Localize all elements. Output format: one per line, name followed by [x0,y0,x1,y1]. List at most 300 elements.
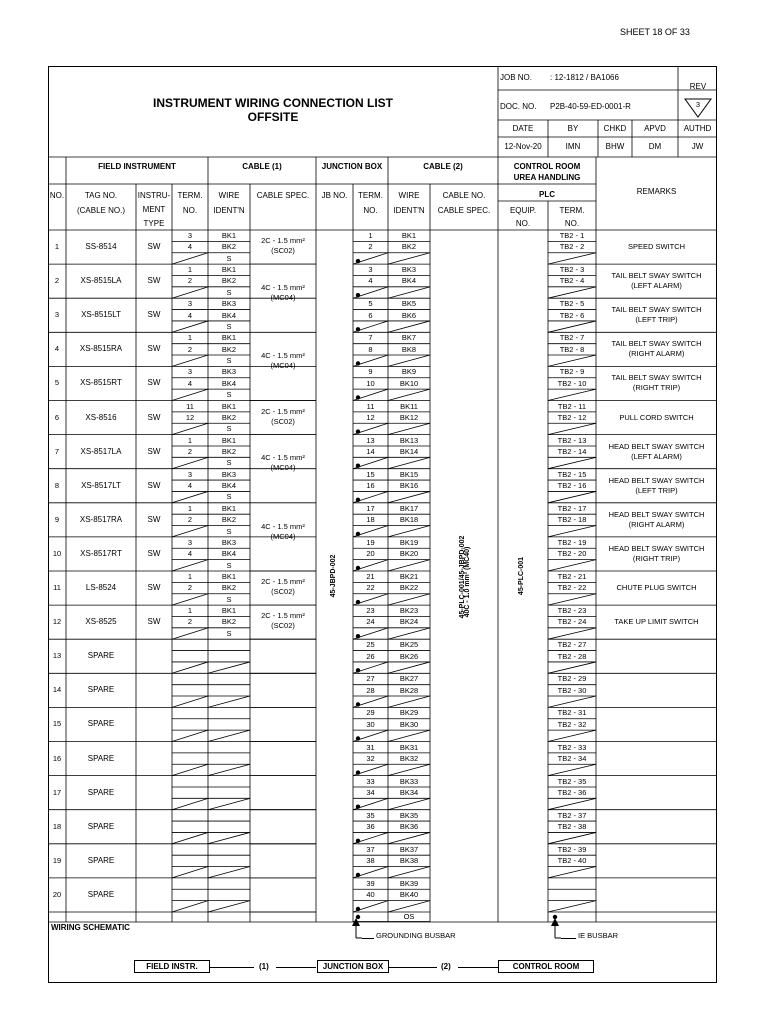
row-tag: SS-8514 [85,242,117,252]
cable-wire: BK13 [399,435,419,445]
jb-number-vertical: 45-JBPD-002 [330,554,337,598]
cable-wire: BK26 [399,651,419,661]
field-wire: BK1 [221,503,237,513]
diag [172,594,208,605]
screen-label: S [226,253,232,263]
cable-wire: BK3 [401,265,417,275]
col-tag-1: TAG NO. [84,191,118,200]
field-term: 2 [187,515,193,525]
row-type: SW [147,446,161,456]
authd-value: JW [691,142,704,151]
col-cable-wire-1: WIRE [398,191,420,200]
cable-wire: BK10 [399,378,419,388]
plc-term: TB2 - 29 [557,674,587,684]
diag [208,832,250,843]
plc-term: TB2 - 8 [559,344,585,354]
cable-spec: (MC04) [270,463,296,473]
diag [548,832,596,843]
wire-2b [458,967,498,968]
date-value: 12-Nov-20 [504,142,542,151]
field-term: 12 [185,412,195,422]
row-tag: SPARE [87,753,115,763]
screen-label: S [226,356,232,366]
diag [548,696,596,707]
field-wire: BK3 [221,469,237,479]
row-tag: XS-8517RT [80,548,122,558]
diag [388,832,430,843]
cable-spec: (SC02) [271,621,295,631]
schematic-title: WIRING SCHEMATIC [51,923,130,932]
diag [208,730,250,741]
terminal-dot-icon [356,395,360,399]
row-remark: CHUTE PLUG SWITCH [616,583,697,593]
plc-term: TB2 - 24 [557,617,587,627]
col-cable2: CABLE (2) [423,162,463,171]
row-tag: XS-8517LA [80,446,122,456]
cable-1-marker: (1) [259,962,269,971]
col-plc-term-1: TERM. [559,206,585,215]
field-wire: BK2 [221,446,237,456]
cable-spec: 2C - 1.5 mm² [261,577,305,586]
screen-label: S [226,321,232,331]
diag [208,764,250,775]
plc-term: TB2 - 5 [559,299,585,309]
diag [172,287,208,298]
row-remark: TAIL BELT SWAY SWITCH (RIGHT TRIP) [611,373,702,393]
terminal-dot-icon [356,327,360,331]
row-tag: SPARE [87,651,115,661]
row-number: 10 [52,548,62,558]
cable-wire: BK28 [399,685,419,695]
terminal-dot-icon [356,259,360,263]
jb-term: 28 [366,685,375,695]
plc-term: TB2 - 39 [557,844,587,854]
diag [548,321,596,332]
diag [388,901,430,912]
jb-term: 29 [366,708,375,718]
cable-wire: BK36 [399,822,419,832]
plc-term: TB2 - 38 [557,822,587,832]
row-type: SW [147,378,161,388]
diag [172,457,208,468]
plc-term: TB2 - 9 [559,367,585,377]
field-term: 3 [187,537,193,547]
row-number: 15 [52,719,62,729]
cable-wire: BK25 [399,640,419,650]
diag [548,730,596,741]
cable-2-marker: (2) [441,962,451,971]
diag [548,287,596,298]
screen-label: S [226,390,232,400]
screen-label: S [226,424,232,434]
row-remark: TAIL BELT SWAY SWITCH (LEFT TRIP) [611,305,702,325]
terminal-dot-icon [356,429,360,433]
rev-value: 3 [695,100,701,109]
jb-term: 24 [366,617,375,627]
field-wire: BK2 [221,617,237,627]
plc-term: TB2 - 35 [557,776,587,786]
cable-wire: BK8 [401,344,417,354]
row-type: SW [147,583,161,593]
row-remark: TAIL BELT SWAY SWITCH (RIGHT ALARM) [611,339,702,359]
diag [172,628,208,639]
row-tag: XS-8517RA [79,514,123,524]
row-number: 13 [52,651,62,661]
field-wire: BK4 [221,378,237,388]
jb-term: 39 [366,878,375,888]
diag [388,321,430,332]
plc-term: TB2 - 10 [557,378,587,388]
cable-spec: 4C - 1.5 mm² [261,351,305,361]
diag [172,321,208,332]
plc-term: TB2 - 3 [559,265,585,275]
plc-term: TB2 - 16 [557,481,587,491]
plc-equip-vertical: 45-PLC-001 [518,556,525,596]
cable-wire: BK17 [399,503,419,513]
col-no: NO. [49,191,65,200]
grounding-busbar-label: GROUNDING BUSBAR [376,931,456,940]
field-term: 2 [187,276,193,286]
jb-term: 9 [368,367,373,377]
terminal-dot-icon [356,839,360,843]
field-term: 2 [187,344,193,354]
jb-term: 34 [366,787,375,797]
col-remarks: REMARKS [636,187,677,196]
field-instr-box: FIELD INSTR. [134,960,210,973]
ie-arrow-icon [549,918,561,944]
field-term: 2 [187,446,193,456]
diag [548,355,596,366]
cable-spec: 4C - 1.5 mm² [261,521,305,531]
cable-wire: BK39 [399,878,419,888]
jb-term: 10 [366,378,375,388]
cable-wire: BK22 [399,583,419,593]
terminal-dot-icon [356,293,360,297]
cable-spec: (SC02) [271,246,295,255]
row-number: 6 [54,412,60,422]
diag [388,594,430,605]
diag [172,696,208,707]
row-tag: LS-8524 [85,583,117,593]
cable-wire: BK27 [399,674,419,684]
row-remark: SPEED SWITCH [627,242,686,252]
cable-wire: BK32 [399,753,419,763]
sheet-number: SHEET 18 OF 33 [620,27,690,37]
col-instr-3: TYPE [143,219,165,228]
row-remark: HEAD BELT SWAY SWITCH (LEFT TRIP) [608,475,705,495]
col-equip-1: EQUIP. [509,206,537,215]
ie-wire [561,938,576,939]
screen-label: S [226,458,232,468]
col-control-room: CONTROL ROOM [513,162,581,171]
plc-term: TB2 - 6 [559,310,585,320]
jb-term: 3 [368,265,373,275]
col-jb-term-2: NO. [363,206,378,215]
col-cable-spec-2: CABLE SPEC. [437,206,491,215]
diag [172,662,208,673]
jb-term: 33 [366,776,375,786]
field-term: 4 [187,310,193,320]
row-type: SW [147,480,161,490]
cable-wire: BK24 [399,617,419,627]
title-line-2: OFFSITE [247,110,299,124]
cable-spec: (MC04) [270,292,296,302]
diag [388,798,430,809]
cable-wire: BK16 [399,481,419,491]
diag [388,730,430,741]
jb-term: 30 [366,719,375,729]
row-type: SW [147,514,161,524]
cable-wire: BK5 [401,299,417,309]
plc-term: TB2 - 34 [557,753,587,763]
row-number: 7 [54,446,60,456]
cable-spec: (MC04) [270,531,296,541]
diag [172,764,208,775]
row-tag: XS-8515LA [80,276,122,286]
field-wire: BK3 [221,367,237,377]
diag [172,867,208,878]
row-tag: XS-8515LT [81,310,121,320]
field-term: 3 [187,367,193,377]
doc-value: P2B-40-59-ED-0001-R [550,102,631,111]
jb-term: 25 [366,640,375,650]
diag [172,730,208,741]
cable-wire: BK33 [399,776,419,786]
col-urea-handling: UREA HANDLING [513,173,581,182]
plc-term: TB2 - 14 [557,446,587,456]
field-wire: BK2 [221,242,237,252]
cable-wire: BK11 [400,401,418,411]
cable-wire: BK18 [399,515,419,525]
cable-wire: BK23 [399,606,419,616]
cable-wire: BK6 [401,310,417,320]
plc-term: TB2 - 33 [557,742,587,752]
plc-term: TB2 - 40 [557,856,587,866]
cable-spec: (SC02) [271,587,295,596]
row-remark: TAIL BELT SWAY SWITCH (LEFT ALARM) [611,271,702,291]
row-tag: XS-8515RA [79,344,123,354]
field-wire: BK1 [221,435,237,445]
diag [548,560,596,571]
diag [172,355,208,366]
diag [172,560,208,571]
col-jb-no: JB NO. [321,191,348,200]
terminal-dot-icon [356,805,360,809]
cable-spec-vertical: 40C - 1.0 mm² (MC40) [464,546,471,618]
jb-term: 5 [368,299,373,309]
cable-wire: BK37 [399,844,419,854]
field-wire: BK4 [221,481,237,491]
wire-2a [389,967,437,968]
field-wire: BK1 [221,333,237,343]
job-label: JOB NO. [500,73,533,82]
jb-term: 2 [368,242,373,252]
plc-term: TB2 - 4 [559,276,585,286]
diag [548,764,596,775]
plc-term: TB2 - 19 [557,537,587,547]
row-number: 14 [52,685,62,695]
os-label: OS [403,912,415,921]
field-wire: BK4 [221,549,237,559]
cable-wire: BK21 [399,572,419,581]
plc-term: TB2 - 12 [557,412,587,422]
grounding-wire [362,938,374,939]
jb-term: 40 [366,890,375,900]
col-term-2: NO. [182,206,198,215]
terminal-dot-icon [356,498,360,502]
field-term: 4 [187,242,193,252]
row-type: SW [147,412,161,422]
field-term: 1 [187,265,193,275]
field-wire: BK1 [221,401,237,411]
diag [388,662,430,673]
field-wire: BK2 [221,583,237,593]
col-wire-1: WIRE [218,191,240,200]
diag [208,901,250,912]
plc-term: TB2 - 32 [557,719,587,729]
jb-term: 36 [366,822,375,832]
row-type: SW [147,344,161,354]
col-term-1: TERM. [177,191,203,200]
row-tag: XS-8517LT [81,480,121,490]
screen-label: S [226,526,232,536]
jb-term: 13 [366,435,375,445]
field-term: 11 [186,401,194,411]
by-label: BY [567,124,579,133]
diag [388,867,430,878]
col-equip-2: NO. [515,219,531,228]
cable-wire: BK30 [399,719,419,729]
jb-term: 17 [366,503,375,513]
field-term: 4 [187,549,193,559]
diag [388,355,430,366]
field-wire: BK3 [221,299,237,309]
field-term: 3 [187,231,193,240]
ie-busbar-label: IE BUSBAR [578,931,619,940]
field-wire: BK2 [221,344,237,354]
row-number: 19 [52,855,62,865]
row-type: SW [147,548,161,558]
diag [388,696,430,707]
doc-label: DOC. NO. [500,102,537,111]
jb-term: 22 [366,583,375,593]
diag [388,526,430,537]
cable-wire: BK40 [399,890,419,900]
row-number: 8 [54,480,60,490]
row-number: 20 [52,889,62,899]
field-wire: BK2 [221,515,237,525]
row-number: 12 [52,617,62,627]
diag [388,253,430,264]
terminal-dot-icon [356,702,360,706]
diag [388,764,430,775]
title-line-1: INSTRUMENT WIRING CONNECTION LIST [153,96,393,110]
cable-number-vertical: 45-PLC-001/45-JBPD-002 [459,535,466,619]
diag [388,560,430,571]
jb-term: 31 [366,742,375,752]
plc-term: TB2 - 13 [557,435,587,445]
row-number: 9 [54,514,60,524]
jb-term: 8 [368,344,373,354]
diag [388,491,430,502]
row-tag: SPARE [87,821,115,831]
row-remark: HEAD BELT SWAY SWITCH (LEFT ALARM) [608,441,705,461]
diag [548,457,596,468]
terminal-dot-icon [356,600,360,604]
field-term: 3 [187,299,193,309]
plc-term: TB2 - 31 [557,708,587,718]
jb-term: 23 [366,606,375,616]
field-term: 1 [187,572,193,581]
row-tag: XS-8515RT [80,378,122,388]
col-instr-1: INSTRU- [137,191,171,200]
col-plc-term-2: NO. [564,219,580,228]
jb-term: 32 [366,753,375,763]
row-number: 4 [54,344,60,354]
jb-term: 12 [366,412,375,422]
row-tag: XS-8525 [85,617,117,627]
row-tag: XS-8516 [85,412,117,422]
col-cable1: CABLE (1) [242,162,282,171]
diag [548,423,596,434]
diag [172,798,208,809]
plc-term: TB2 - 2 [559,242,585,252]
col-jb-term-1: TERM. [358,191,383,200]
jb-term: 20 [366,549,375,559]
cable-wire: BK1 [401,231,417,240]
plc-term: TB2 - 11 [557,401,587,411]
field-wire: BK3 [221,537,237,547]
col-cable-spec: CABLE SPEC. [256,191,310,200]
terminal-dot-icon [356,532,360,536]
jb-term: 21 [366,572,375,581]
plc-term: TB2 - 21 [557,572,587,581]
diag [208,867,250,878]
row-number: 11 [53,583,61,593]
row-tag: SPARE [87,787,115,797]
row-type: SW [147,617,161,627]
row-number: 17 [52,787,62,797]
cable-wire: BK15 [399,469,419,479]
chkd-label: CHKD [603,124,627,133]
col-tag-2: (CABLE NO.) [76,206,125,215]
field-term: 4 [187,378,193,388]
field-term: 4 [187,481,193,491]
plc-term: TB2 - 36 [557,787,587,797]
date-label: DATE [512,124,534,133]
diag [548,389,596,400]
terminal-dot-icon [356,873,360,877]
control-room-box: CONTROL ROOM [498,960,594,973]
cable-wire: BK38 [399,856,419,866]
terminal-dot-icon [356,736,360,740]
diag [172,526,208,537]
cable-wire: BK20 [399,549,419,559]
jb-term: 14 [366,446,375,456]
col-wire-2: IDENT'N [213,206,245,215]
row-type: SW [147,276,161,286]
field-term: 2 [187,617,193,627]
cable-spec: 4C - 1.5 mm² [261,282,305,292]
diag [208,696,250,707]
jb-term: 7 [368,333,373,343]
diag [548,867,596,878]
diag [388,457,430,468]
terminal-dot-icon [356,464,360,468]
cable-wire: BK4 [401,276,417,286]
field-wire: BK1 [221,231,237,240]
chkd-value: BHW [605,142,625,151]
